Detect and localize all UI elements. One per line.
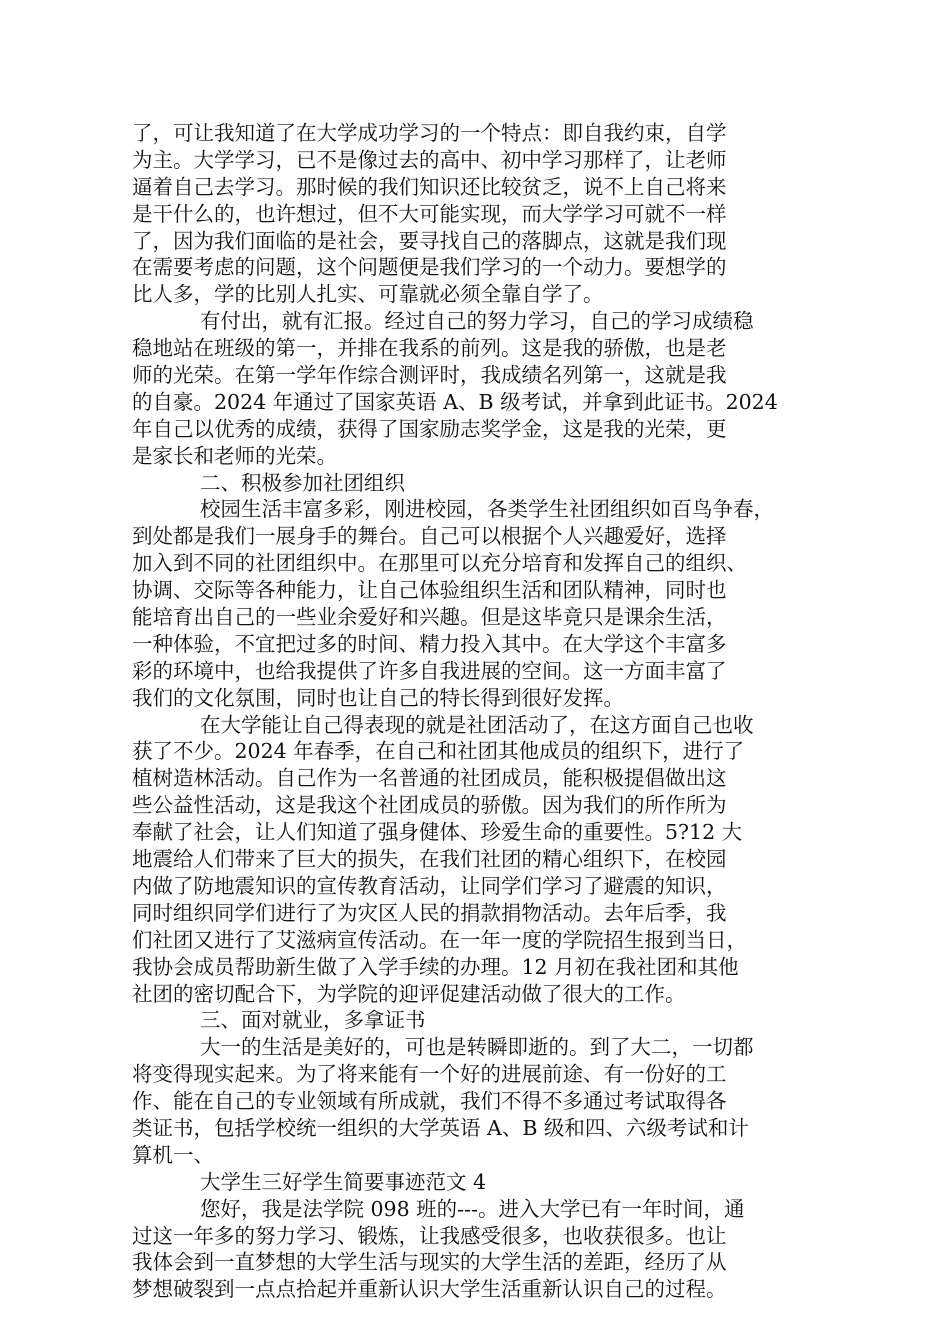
paragraph [132, 120, 826, 308]
text-line: 协调、交际等各种能力，让自己体验组织生活和团队精神，同时也 [132, 578, 727, 603]
text-line: 年自己以优秀的成绩，获得了国家励志奖学金，这是我的光荣，更 [132, 416, 727, 441]
text-line: 了，因为我们面临的是社会，要寻找自己的落脚点，这就是我们现 [132, 228, 727, 253]
text-line: 您好，我是法学院 098 班的---。进入大学已有一年时间，通 [200, 1196, 745, 1221]
text-line: 逼着自己去学习。那时候的我们知识还比较贫乏，说不上自己将来 [132, 174, 727, 199]
text-line: 是干什么的，也许想过，但不大可能实现，而大学学习可就不一样 [132, 201, 727, 226]
text-line: 社团的密切配合下，为学院的迎评促建活动做了很大的工作。 [132, 981, 686, 1006]
text-line: 校园生活丰富多彩，刚进校园，各类学生社团组织如百鸟争春， [200, 497, 774, 522]
text-line: 三、面对就业，多拿证书 [200, 1008, 426, 1033]
text-line: 的自豪。2024 年通过了国家英语 A、B 级考试，并拿到此证书。2024 [132, 389, 778, 414]
section-heading [132, 1169, 826, 1196]
text-line: 奉献了社会，让人们知道了强身健体、珍爱生命的重要性。5?12 大 [132, 820, 743, 845]
text-line: 彩的环境中，也给我提供了许多自我进展的空间。这一方面丰富了 [132, 658, 727, 683]
text-line: 内做了防地震知识的宣传教育活动，让同学们学习了避震的知识， [132, 873, 727, 898]
text-line: 加入到不同的社团组织中。在那里可以充分培育和发挥自己的组织、 [132, 551, 747, 576]
text-line: 稳地站在班级的第一，并排在我系的前列。这是我的骄傲，也是老 [132, 336, 727, 361]
text-line: 植树造林活动。自己作为一名普通的社团成员，能积极提倡做出这 [132, 766, 727, 791]
text-line: 地震给人们带来了巨大的损失，在我们社团的精心组织下，在校园 [132, 847, 727, 872]
text-line: 了，可让我知道了在大学成功学习的一个特点：即自我约束，自学 [132, 121, 727, 145]
text-line: 是家长和老师的光荣。 [132, 443, 337, 468]
text-line: 类证书，包括学校统一组织的大学英语 A、B 级和四、六级考试和计 [132, 1115, 749, 1140]
document-page [132, 120, 826, 1303]
paragraph [132, 712, 826, 1008]
paragraph [132, 1034, 826, 1168]
text-line: 梦想破裂到一点点拾起并重新认识大学生活重新认识自己的过程。 [132, 1277, 727, 1302]
section-heading [132, 1007, 826, 1034]
text-line: 在大学能让自己得表现的就是社团活动了，在这方面自己也收 [200, 712, 754, 737]
paragraph [132, 308, 826, 469]
text-line: 我体会到一直梦想的大学生活与现实的大学生活的差距，经历了从 [132, 1250, 727, 1275]
text-line: 些公益性活动，这是我这个社团成员的骄傲。因为我们的所作所为 [132, 793, 727, 818]
text-line: 大一的生活是美好的，可也是转瞬即逝的。到了大二，一切都 [200, 1035, 754, 1060]
text-line: 到处都是我们一展身手的舞台。自己可以根据个人兴趣爱好，选择 [132, 524, 727, 549]
text-line: 师的光荣。在第一学年作综合测评时，我成绩名列第一，这就是我 [132, 363, 727, 388]
section-heading [132, 470, 826, 497]
text-line: 二、积极参加社团组织 [200, 470, 405, 495]
text-line: 为主。大学学习，已不是像过去的高中、初中学习那样了，让老师 [132, 147, 727, 172]
text-line: 将变得现实起来。为了将来能有一个好的进展前途、有一份好的工 [132, 1062, 727, 1087]
text-line: 我协会成员帮助新生做了入学手续的办理。12 月初在我社团和其他 [132, 954, 739, 979]
text-line: 能培育出自己的一些业余爱好和兴趣。但是这毕竟只是课余生活， [132, 605, 727, 630]
paragraph [132, 1196, 826, 1304]
text-line: 过这一年多的努力学习、锻炼，让我感受很多，也收获很多。也让 [132, 1223, 727, 1248]
text-line: 大学生三好学生简要事迹范文 4 [200, 1169, 487, 1194]
text-line: 比人多，学的比别人扎实、可靠就必须全靠自学了。 [132, 282, 604, 307]
text-line: 们社团又进行了艾滋病宣传活动。在一年一度的学院招生报到当日， [132, 927, 747, 952]
text-line: 算机一、 [132, 1142, 214, 1167]
text-line: 同时组织同学们进行了为灾区人民的捐款捐物活动。去年后季，我 [132, 900, 727, 925]
text-line: 一种体验，不宜把过多的时间、精力投入其中。在大学这个丰富多 [132, 631, 727, 656]
text-line: 在需要考虑的问题，这个问题便是我们学习的一个动力。要想学的 [132, 255, 727, 280]
text-line: 我们的文化氛围，同时也让自己的特长得到很好发挥。 [132, 685, 624, 710]
text-line: 作、能在自己的专业领域有所成就，我们不得不多通过考试取得各 [132, 1089, 727, 1114]
paragraph [132, 496, 826, 711]
text-line: 获了不少。2024 年春季，在自己和社团其他成员的组织下，进行了 [132, 739, 745, 764]
text-line: 有付出，就有汇报。经过自己的努力学习，自己的学习成绩稳 [200, 309, 754, 334]
